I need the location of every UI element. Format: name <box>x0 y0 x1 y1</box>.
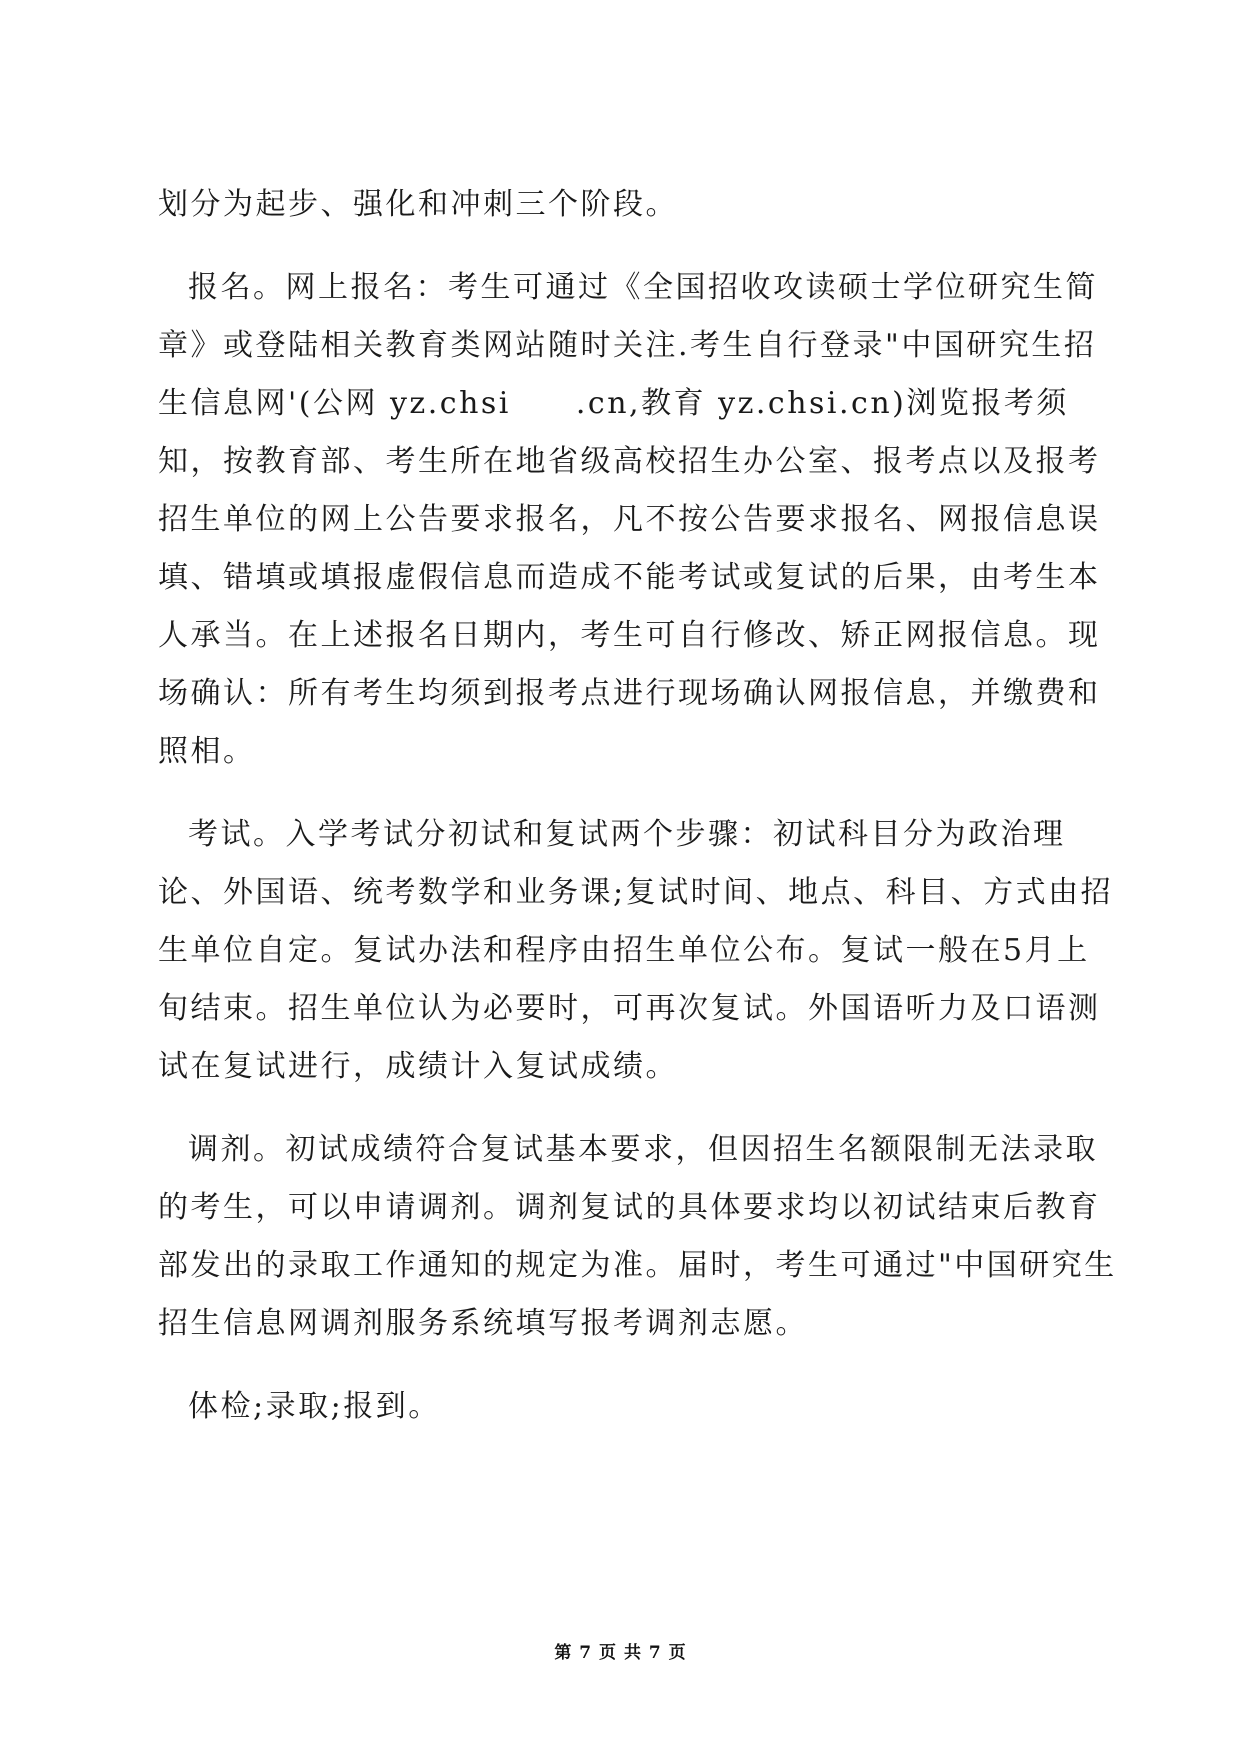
paragraph-registration: 报名。网上报名：考生可通过《全国招收攻读硕士学位研究生简章》或登陆相关教育类网站随时关注.考生自行登录"中国研究生招生信息网'(公网 yz.chsi .cn,教育 yz.chsi.cn)浏览报考须知，按教育部、考生所在地省级高校招生办公室、报考点以及报考招生单位的网上公告要求报名，凡不按公告要求报名、网报信息误填、错填或填报虚假信息而造成不能考试或复试的后果，由考生本人承当。在上述报名日期内，考生可自行修改、矫正网报信息。现场确认：所有考生均须到报考点进行现场确认网报信息，并缴费和照相。 <box>158 270 1101 769</box>
page-number-footer: 第 7 页 共 7 页 <box>554 1643 687 1663</box>
paragraph-adjustment: 调剂。初试成绩符合复试基本要求，但因招生名额限制无法录取的考生，可以申请调剂。调剂复试的具体要求均以初试结束后教育部发出的录取工作通知的规定为准。届时，考生可通过"中国研究生招生信息网调剂服务系统填写报考调剂志愿。 <box>158 1132 1117 1341</box>
document-body <box>158 176 1118 1461</box>
paragraph-continuation: 划分为起步、强化和冲刺三个阶段。 <box>158 187 678 222</box>
paragraph-final-steps: 体检;录取;报到。 <box>188 1389 441 1424</box>
paragraph-exam: 考试。入学考试分初试和复试两个步骤：初试科目分为政治理论、外国语、统考数学和业务课;复试时间、地点、科目、方式由招生单位自定。复试办法和程序由招生单位公布。复试一般在5月上旬结束。招生单位认为必要时，可再次复试。外国语听力及口语测试在复试进行，成绩计入复试成绩。 <box>158 817 1114 1084</box>
